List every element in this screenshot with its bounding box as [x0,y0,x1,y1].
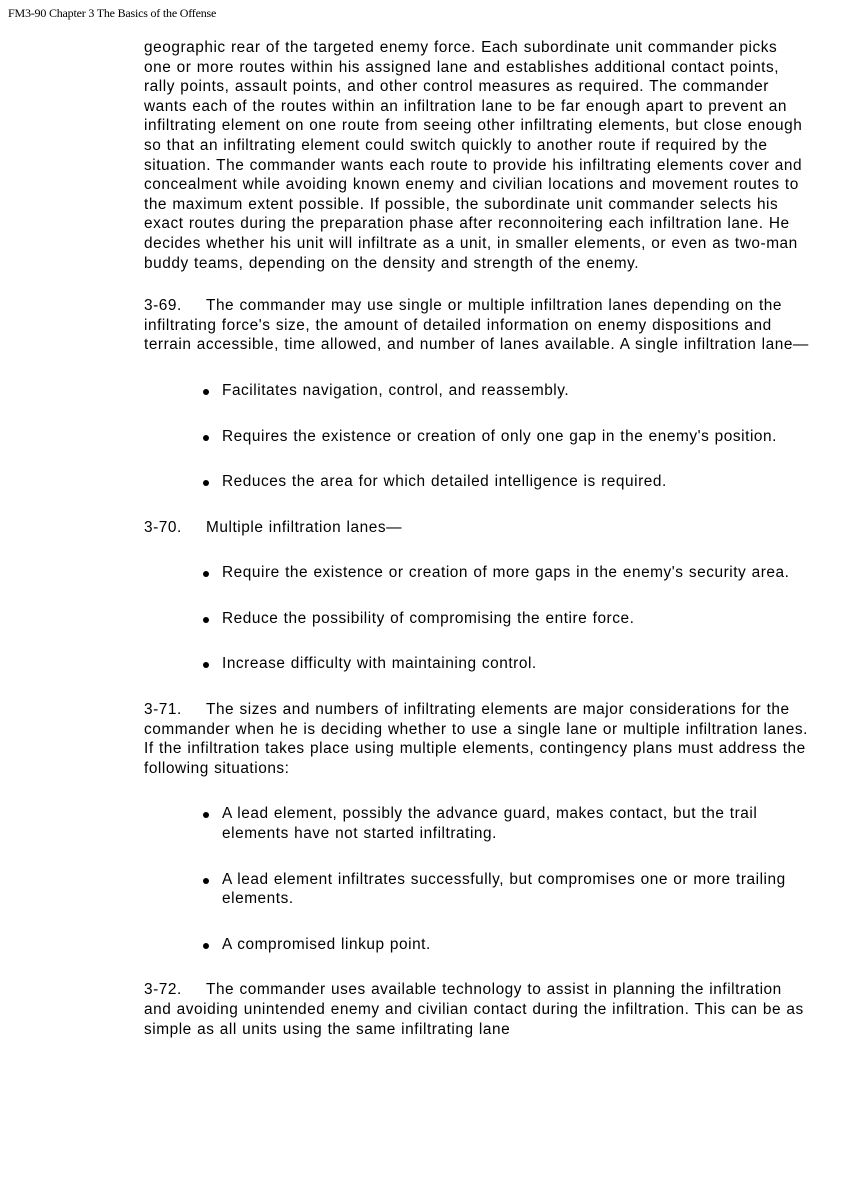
list-item-text: A lead element, possibly the advance guard, makes contact, but the trail elements have not started infiltrating. [222,805,758,843]
list-item [144,472,809,492]
paragraph-number: 3-72. [144,981,182,999]
paragraph-continuation: geographic rear of the targeted enemy force. Each subordinate unit commander picks one or more routes within his assigned lane and establishes additional contact points, rally points, assault points, and other control measures as required. The commander wants each of the routes within an infiltration lane to be far enough apart to prevent an infiltrating element on one route from seeing other infiltrating elements, but close enough so that an infiltrating element could switch quickly to another route if required by the situation. The commander wants each route to provide his infiltrating elements cover and concealment while avoiding known enemy and civilian locations and movement routes to the maximum extent possible. If possible, the subordinate unit commander selects his exact routes during the preparation phase after reconnoitering each infiltration lane. He decides whether his unit will infiltrate as a unit, in smaller elements, or even as two-man buddy teams, depending on the density and strength of the enemy. [144,39,803,272]
paragraph-number: 3-71. [144,701,182,719]
bullet-icon [203,480,209,486]
list-item [144,427,809,447]
list-item-text: Increase difficulty with maintaining control. [222,655,537,673]
bullet-icon [203,662,209,668]
running-header: FM3-90 Chapter 3 The Basics of the Offense [8,6,217,20]
paragraph-text: The commander may use single or multiple infiltration lanes depending on the infiltrating force's size, the amount of detailed information on enemy dispositions and terrain accessible, time allowed, and number of lanes available. A single infiltration lane— [144,297,809,354]
list-item-text: Reduces the area for which detailed intelligence is required. [222,473,667,491]
list-item [144,804,809,843]
list-item-text: Facilitates navigation, control, and reassembly. [222,381,570,399]
list-item-text: A lead element infiltrates successfully, but compromises one or more trailing elements. [222,870,786,908]
bullet-icon [203,571,209,577]
paragraph-3-71 [144,700,809,778]
paragraph-number: 3-69. [144,297,182,315]
bullet-icon [203,943,209,949]
list-item [144,870,809,909]
bullet-icon [203,389,209,395]
list-item [144,381,809,401]
bullet-icon [203,812,209,818]
paragraph-3-69 [144,296,809,355]
paragraph-text: The sizes and numbers of infiltrating elements are major considerations for the commander when he is deciding whether to use a single lane or multiple infiltration lanes. If the infiltration takes place using multiple elements, contingency plans must address the following situations: [144,701,808,777]
paragraph-text: Multiple infiltration lanes— [206,518,403,536]
bullet-list-3-71 [144,804,809,954]
bullet-icon [203,617,209,623]
paragraph-number: 3-70. [144,518,182,536]
list-item-text: A compromised linkup point. [222,935,431,953]
bullet-list-3-70 [144,563,809,674]
list-item [144,609,809,629]
bullet-icon [203,878,209,884]
list-item-text: Require the existence or creation of more gaps in the enemy's security area. [222,564,790,582]
paragraph-text: The commander uses available technology to assist in planning the infiltration and avoiding unintended enemy and civilian contact during the infiltration. This can be as simple as all units using the same infiltrating lane [144,981,804,1038]
list-item-text: Requires the existence or creation of only one gap in the enemy's position. [222,427,777,445]
page-body [144,38,809,1039]
list-item [144,654,809,674]
list-item-text: Reduce the possibility of compromising the entire force. [222,609,635,627]
paragraph-3-70 [144,518,809,538]
bullet-icon [203,435,209,441]
bullet-list-3-69 [144,381,809,492]
list-item [144,935,809,955]
paragraph-3-72 [144,980,809,1039]
list-item [144,563,809,583]
